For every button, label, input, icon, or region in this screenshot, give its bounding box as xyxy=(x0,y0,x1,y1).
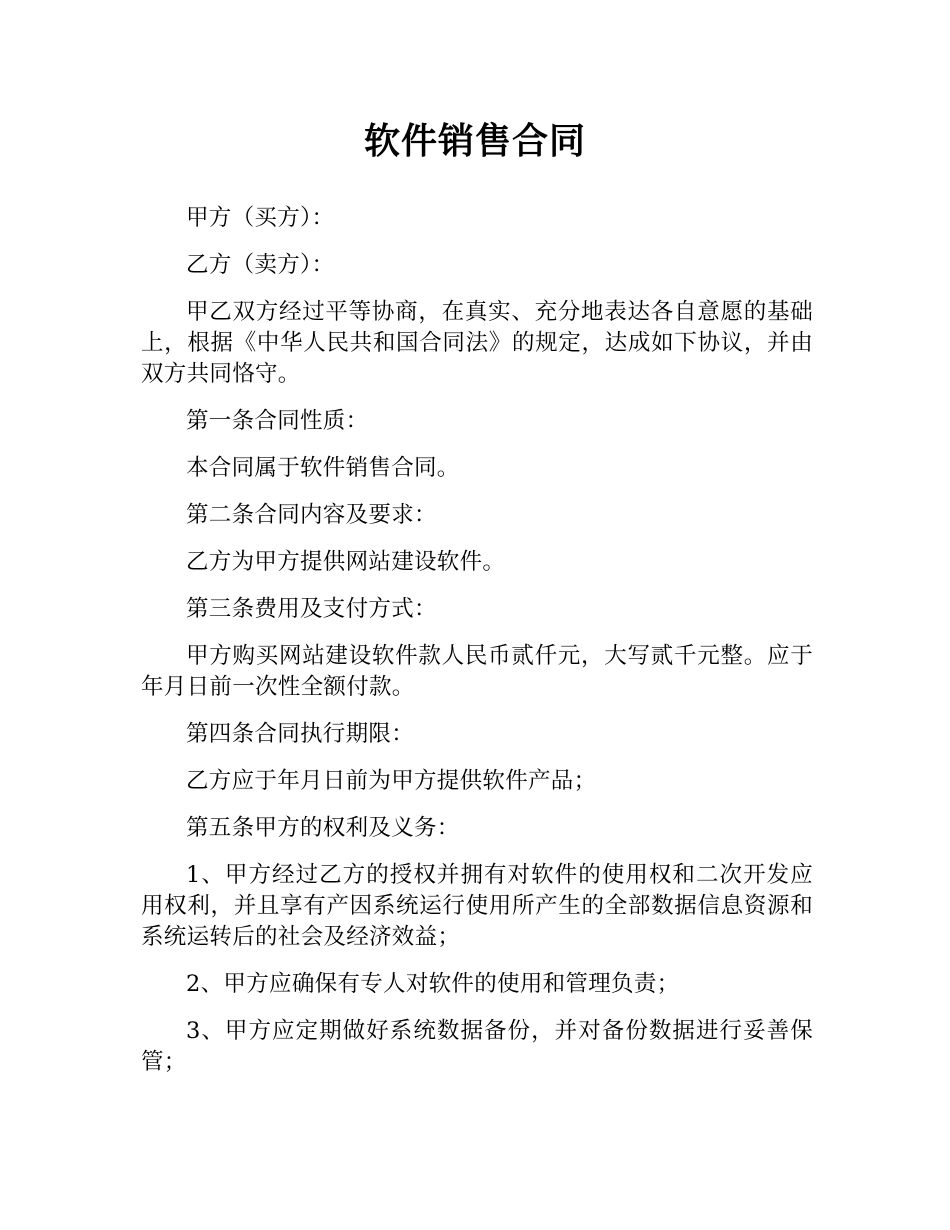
party-a-line: 甲方（买方）： xyxy=(186,205,335,231)
article-5-item-1: 1、甲方经过乙方的授权并拥有对软件的使用权和二次开发应用权利，并且享有产因系统运行使用所产生的全部数据信息资源和系统运转后的社会及经济效益； xyxy=(141,862,813,950)
article-5-heading: 第五条甲方的权利及义务： xyxy=(186,815,460,841)
article-2-text: 乙方为甲方提供网站建设软件。 xyxy=(186,549,506,575)
article-4-heading: 第四条合同执行期限： xyxy=(186,721,415,747)
document-body xyxy=(141,203,813,1094)
article-5-item-3: 3、甲方应定期做好系统数据备份，并对备份数据进行妥善保管； xyxy=(141,1018,813,1075)
article-5-item-2: 2、甲方应确保有专人对软件的使用和管理负责； xyxy=(186,971,680,997)
article-1-heading: 第一条合同性质： xyxy=(186,408,369,434)
party-b-line: 乙方（卖方）： xyxy=(186,252,335,278)
article-1-text: 本合同属于软件销售合同。 xyxy=(186,455,460,481)
article-4-text: 乙方应于年月日前为甲方提供软件产品； xyxy=(186,768,597,794)
article-2-heading: 第二条合同内容及要求： xyxy=(186,502,437,528)
preamble-paragraph: 甲乙双方经过平等协商，在真实、充分地表达各自意愿的基础上，根据《中华人民共和国合同法》的规定，达成如下协议，并由双方共同恪守。 xyxy=(141,299,813,387)
document-title: 软件销售合同 xyxy=(363,121,586,162)
article-3-heading: 第三条费用及支付方式： xyxy=(186,596,437,622)
article-3-text: 甲方购买网站建设软件款人民币贰仟元，大写贰千元整。应于年月日前一次性全额付款。 xyxy=(141,643,813,700)
